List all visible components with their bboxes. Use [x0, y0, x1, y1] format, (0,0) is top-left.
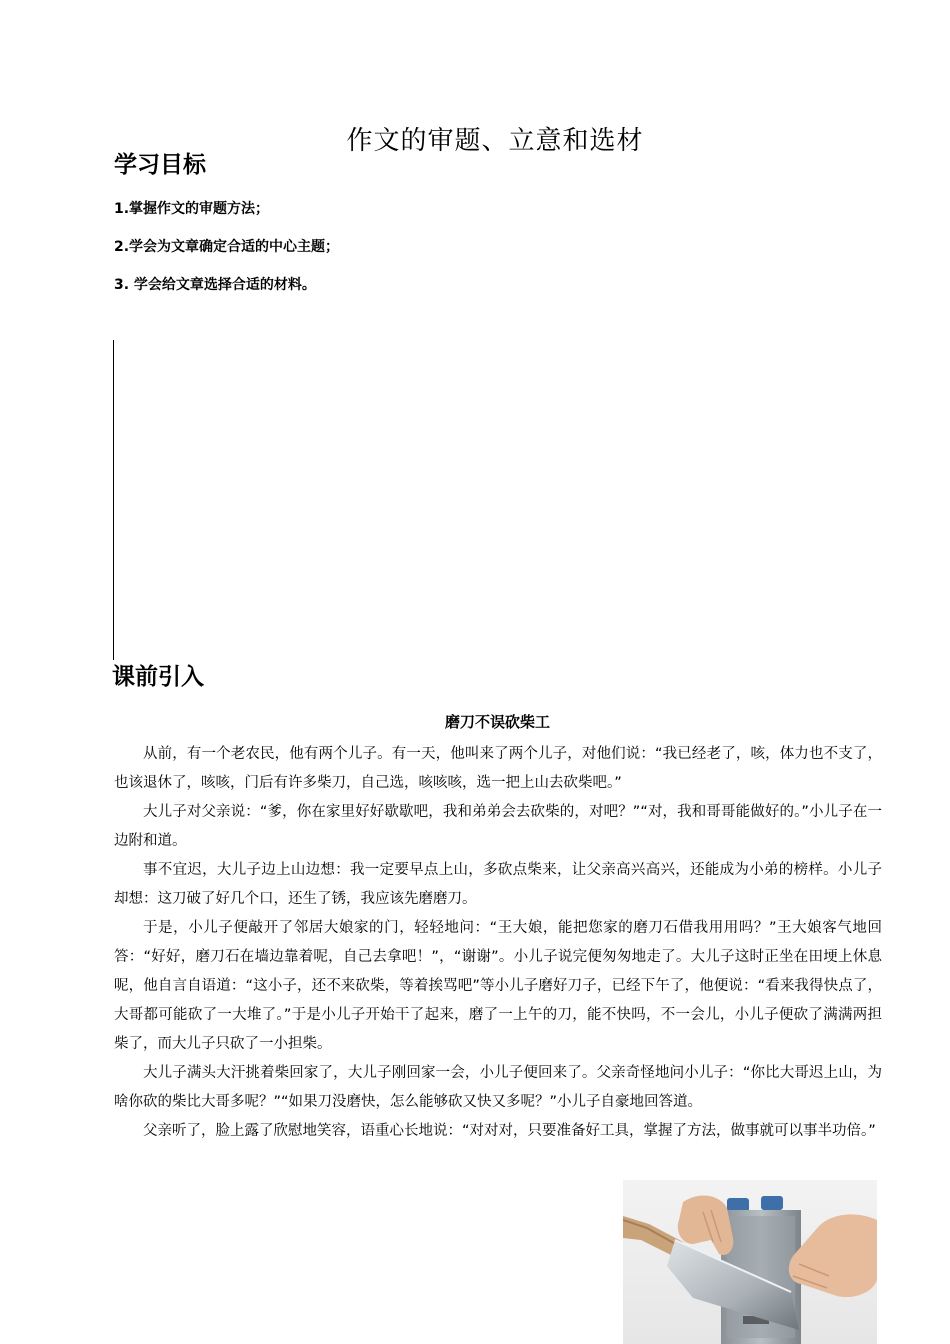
- goal-item-1: 1.掌握作文的审题方法；: [114, 201, 270, 217]
- intro-heading: 课前引入: [112, 664, 204, 690]
- document-title: 作文的审题、立意和选材: [346, 126, 644, 156]
- story-title: 磨刀不误砍柴工: [444, 713, 550, 731]
- goal-item-3: 3. 学会给文章选择合适的材料。: [114, 277, 316, 293]
- story-paragraph: 父亲听了，脸上露了欣慰地笑容，语重心长地说：“对对对，只要准备好工具，掌握了方法，做事就可以事半功倍。”: [143, 1123, 876, 1139]
- learning-goals-heading: 学习目标: [114, 152, 206, 178]
- story-paragraph: 大儿子对父亲说：“爹，你在家里好好歇歇吧，我和弟弟会去砍柴的，对吧？”“对，我和哥哥能做好的。”小儿子在一边附和道。: [114, 804, 882, 849]
- margin-vertical-line: [113, 340, 114, 660]
- knife-sharpening-photo: [623, 1180, 877, 1344]
- story-paragraph: 大儿子满头大汗挑着柴回家了，大儿子刚回家一会，小儿子便回来了。父亲奇怪地问小儿子：“你比大哥迟上山，为啥你砍的柴比大哥多呢？”“如果刀没磨快，怎么能够砍又快又多呢？”小儿子自豪地回答道。: [114, 1065, 882, 1110]
- story-paragraph: 从前，有一个老农民，他有两个儿子。有一天，他叫来了两个儿子，对他们说：“我已经老了，咳，体力也不支了，也该退休了，咳咳，门后有许多柴刀，自己选，咳咳咳，选一把上山去砍柴吧。”: [114, 746, 882, 791]
- story-paragraph: 事不宜迟，大儿子边上山边想：我一定要早点上山，多砍点柴来，让父亲高兴高兴，还能成为小弟的榜样。小儿子却想：这刀破了好几个口，还生了锈，我应该先磨磨刀。: [114, 862, 882, 907]
- goal-item-2: 2.学会为文章确定合适的中心主题；: [114, 239, 340, 255]
- story-body: [114, 740, 882, 1146]
- story-paragraph: 于是，小儿子便敲开了邻居大娘家的门，轻轻地问：“王大娘，能把您家的磨刀石借我用用吗？”王大娘客气地回答：“好好，磨刀石在墙边靠着呢，自己去拿吧！”，“谢谢”。小儿子说完便匆匆地走了。大儿子这时正坐在田埂上休息呢，他自言自语道：“这小子，还不来砍柴，等着挨骂吧”等小儿子磨好刀子，已经下午了，他便说：“看来我得快点了，大哥都可能砍了一大堆了。”于是小儿子开始干了起来，磨了一上午的刀，能不快吗，不一会儿，小儿子便砍了满满两担柴了，而大儿子只砍了一小担柴。: [114, 920, 882, 1052]
